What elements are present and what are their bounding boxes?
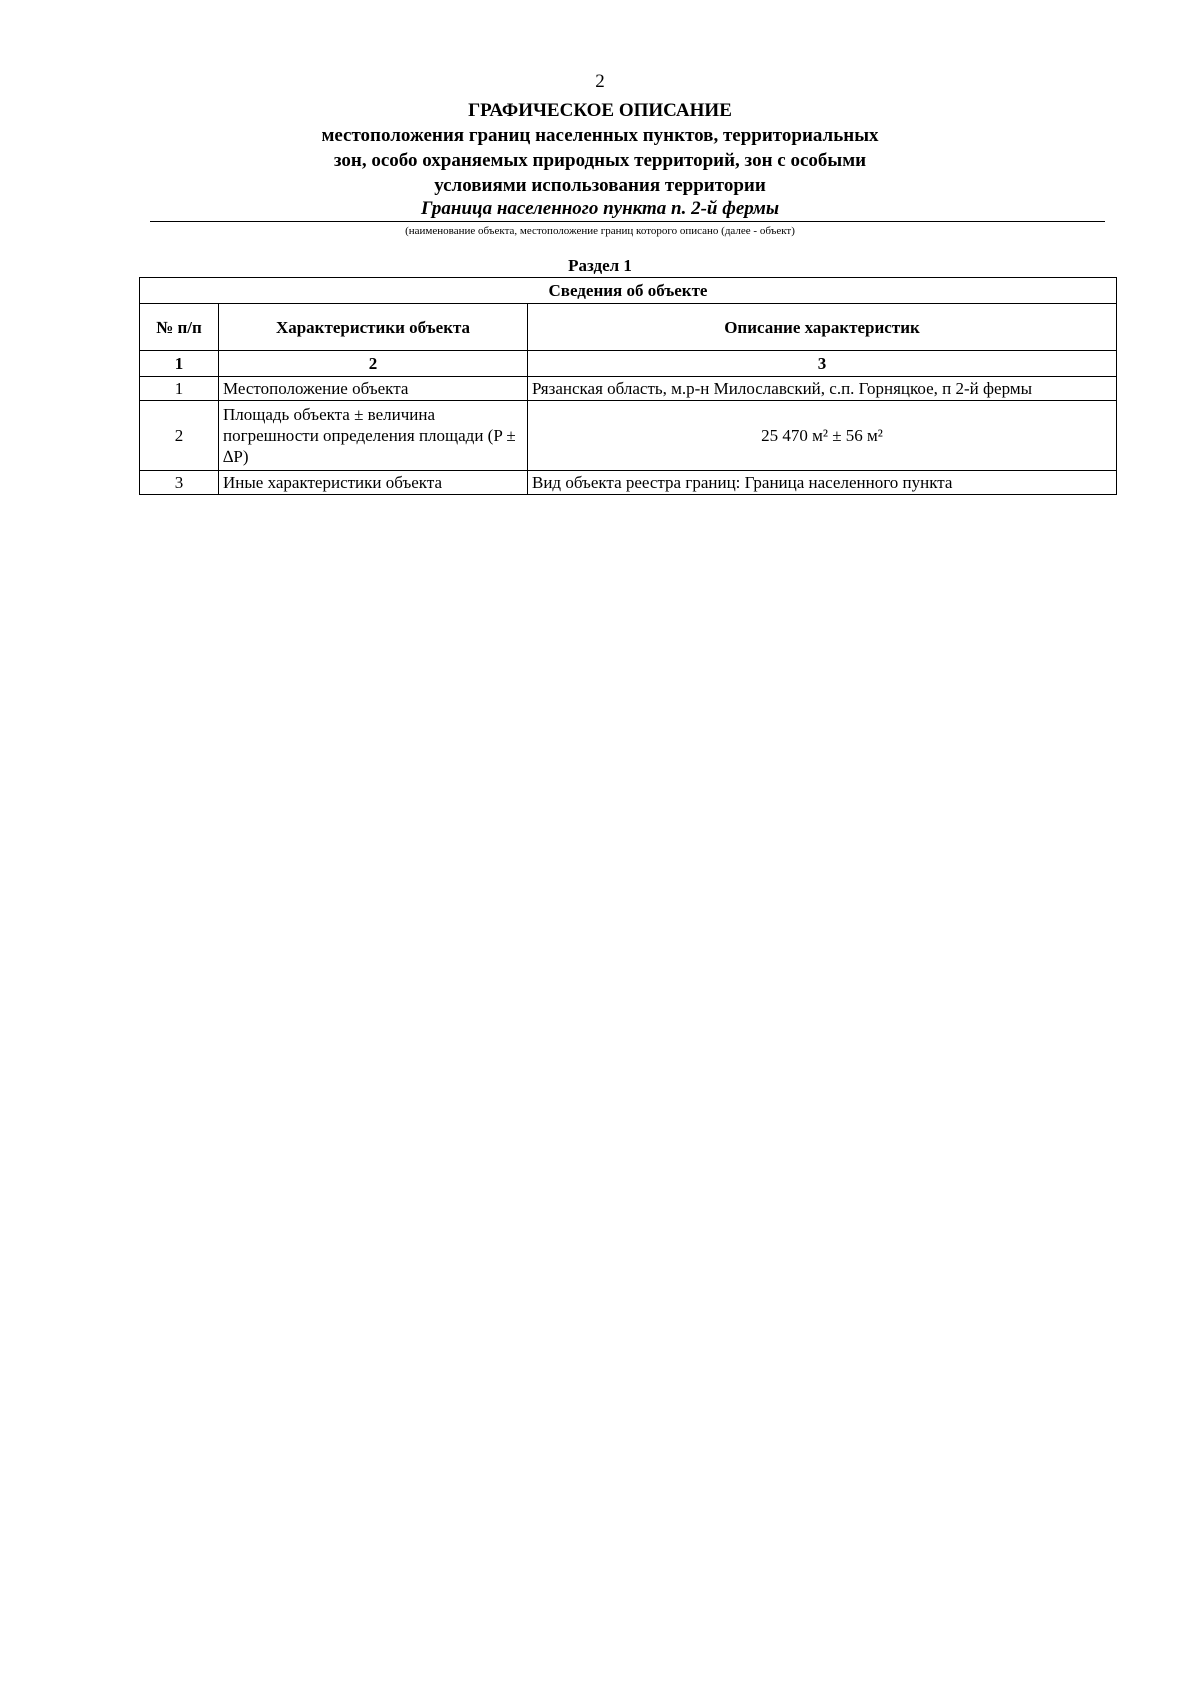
title-line-2: местоположения границ населенных пунктов, территориальных	[321, 125, 879, 146]
page-number: 2	[595, 71, 605, 92]
column-number-1: 1	[140, 351, 219, 377]
column-header-characteristic: Характеристики объекта	[219, 304, 528, 351]
object-info-table	[139, 277, 1117, 495]
column-number-2: 2	[219, 351, 528, 377]
row-description: Рязанская область, м.р-н Милославский, с.п. Горняцкое, п 2-й фермы	[528, 377, 1117, 401]
title-line-4: условиями использования территории	[434, 175, 766, 196]
table-row	[140, 377, 1117, 401]
section-title: Раздел 1	[568, 256, 632, 275]
document-title	[0, 98, 1200, 198]
column-header-description: Описание характеристик	[528, 304, 1117, 351]
title-line-1: ГРАФИЧЕСКОЕ ОПИСАНИЕ	[468, 100, 732, 121]
table-row	[140, 401, 1117, 471]
table-caption: Сведения об объекте	[140, 278, 1117, 304]
row-number: 1	[140, 377, 219, 401]
table-header-row	[140, 304, 1117, 351]
object-caption: (наименование объекта, местоположение границ которого описано (далее - объект)	[405, 225, 795, 237]
table-row	[140, 471, 1117, 495]
row-number: 2	[140, 401, 219, 471]
column-number-row	[140, 351, 1117, 377]
row-description: Вид объекта реестра границ: Граница населенного пункта	[528, 471, 1117, 495]
row-number: 3	[140, 471, 219, 495]
object-name-underline	[150, 221, 1105, 222]
row-characteristic: Площадь объекта ± величина погрешности определения площади (P ± ∆P)	[219, 401, 528, 471]
row-characteristic: Иные характеристики объекта	[219, 471, 528, 495]
title-line-3: зон, особо охраняемых природных территорий, зон с особыми	[333, 150, 867, 171]
object-name: Граница населенного пункта п. 2-й фермы	[420, 198, 780, 219]
row-description: 25 470 м² ± 56 м²	[528, 401, 1117, 471]
table-caption-row	[140, 278, 1117, 304]
column-header-number: № п/п	[140, 304, 219, 351]
column-number-3: 3	[528, 351, 1117, 377]
row-characteristic: Местоположение объекта	[219, 377, 528, 401]
